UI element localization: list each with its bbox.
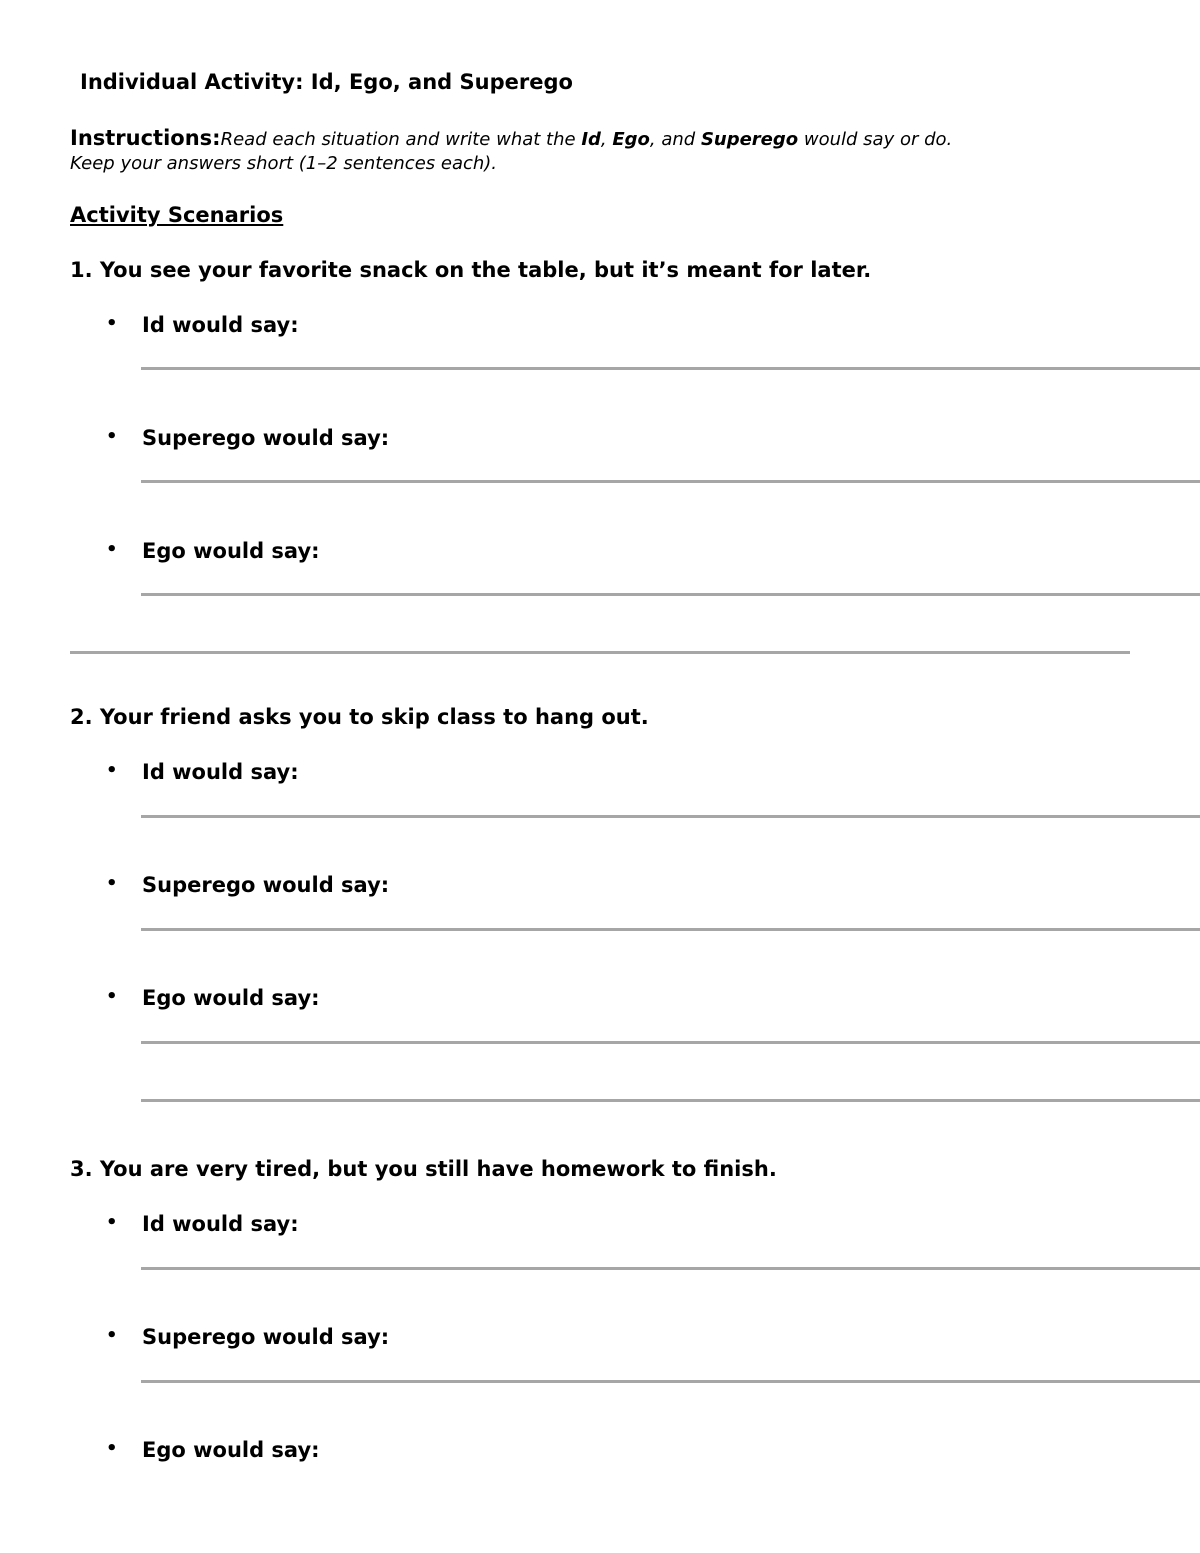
scenario-1-item-id — [106, 313, 299, 337]
answer-line[interactable] — [141, 815, 1200, 818]
item-label: Ego would say: — [142, 986, 320, 1010]
answer-line[interactable] — [141, 1099, 1200, 1102]
answer-line[interactable] — [141, 367, 1200, 370]
scenario-2-item-superego — [106, 873, 390, 897]
page-title: Individual Activity: Id, Ego, and Superego — [80, 70, 573, 94]
scenario-1-item-superego — [106, 426, 390, 450]
scenario-1-prompt: 1. You see your favorite snack on the table, but it’s meant for later. — [70, 258, 872, 282]
bullet-icon: • — [106, 539, 118, 560]
bullet-icon: • — [106, 1438, 118, 1459]
answer-line[interactable] — [141, 1380, 1200, 1383]
item-label: Id would say: — [142, 760, 299, 784]
item-label: Superego would say: — [142, 1325, 390, 1349]
instructions-line-1 — [70, 126, 952, 152]
item-label: Ego would say: — [142, 1438, 320, 1462]
answer-line[interactable] — [141, 593, 1200, 596]
item-label: Id would say: — [142, 1212, 299, 1236]
section-heading: Activity Scenarios — [70, 203, 284, 227]
instructions-line-2: Keep your answers short (1–2 sentences each). — [70, 153, 498, 174]
bullet-icon: • — [106, 986, 118, 1007]
scenario-3-item-superego — [106, 1325, 390, 1349]
bullet-icon: • — [106, 873, 118, 894]
item-label: Superego would say: — [142, 426, 390, 450]
bullet-icon: • — [106, 760, 118, 781]
scenario-2-item-ego — [106, 986, 320, 1010]
instructions-label: Instructions: — [70, 126, 221, 150]
item-label: Ego would say: — [142, 539, 320, 563]
section-divider — [70, 651, 1130, 654]
instructions-id: Id — [581, 129, 601, 150]
scenario-1-item-ego — [106, 539, 320, 563]
instructions-text-a: Read each situation and write what the — [220, 129, 582, 150]
instructions-superego: Superego — [700, 129, 799, 150]
scenario-3-prompt: 3. You are very tired, but you still have homework to finish. — [70, 1157, 777, 1181]
answer-line[interactable] — [141, 1041, 1200, 1044]
answer-line[interactable] — [141, 1267, 1200, 1270]
instructions — [70, 126, 952, 176]
scenario-2-prompt: 2. Your friend asks you to skip class to hang out. — [70, 705, 649, 729]
item-label: Superego would say: — [142, 873, 390, 897]
scenario-3-item-ego — [106, 1438, 320, 1462]
bullet-icon: • — [106, 313, 118, 334]
instructions-ego: Ego — [612, 129, 650, 150]
instructions-sep2: , and — [649, 129, 701, 150]
item-label: Id would say: — [142, 313, 299, 337]
instructions-sep1: , — [600, 129, 613, 150]
scenario-2-item-id — [106, 760, 299, 784]
bullet-icon: • — [106, 1212, 118, 1233]
instructions-text-b: would say or do. — [798, 129, 953, 150]
answer-line[interactable] — [141, 928, 1200, 931]
bullet-icon: • — [106, 1325, 118, 1346]
scenario-3-item-id — [106, 1212, 299, 1236]
answer-line[interactable] — [141, 480, 1200, 483]
bullet-icon: • — [106, 426, 118, 447]
